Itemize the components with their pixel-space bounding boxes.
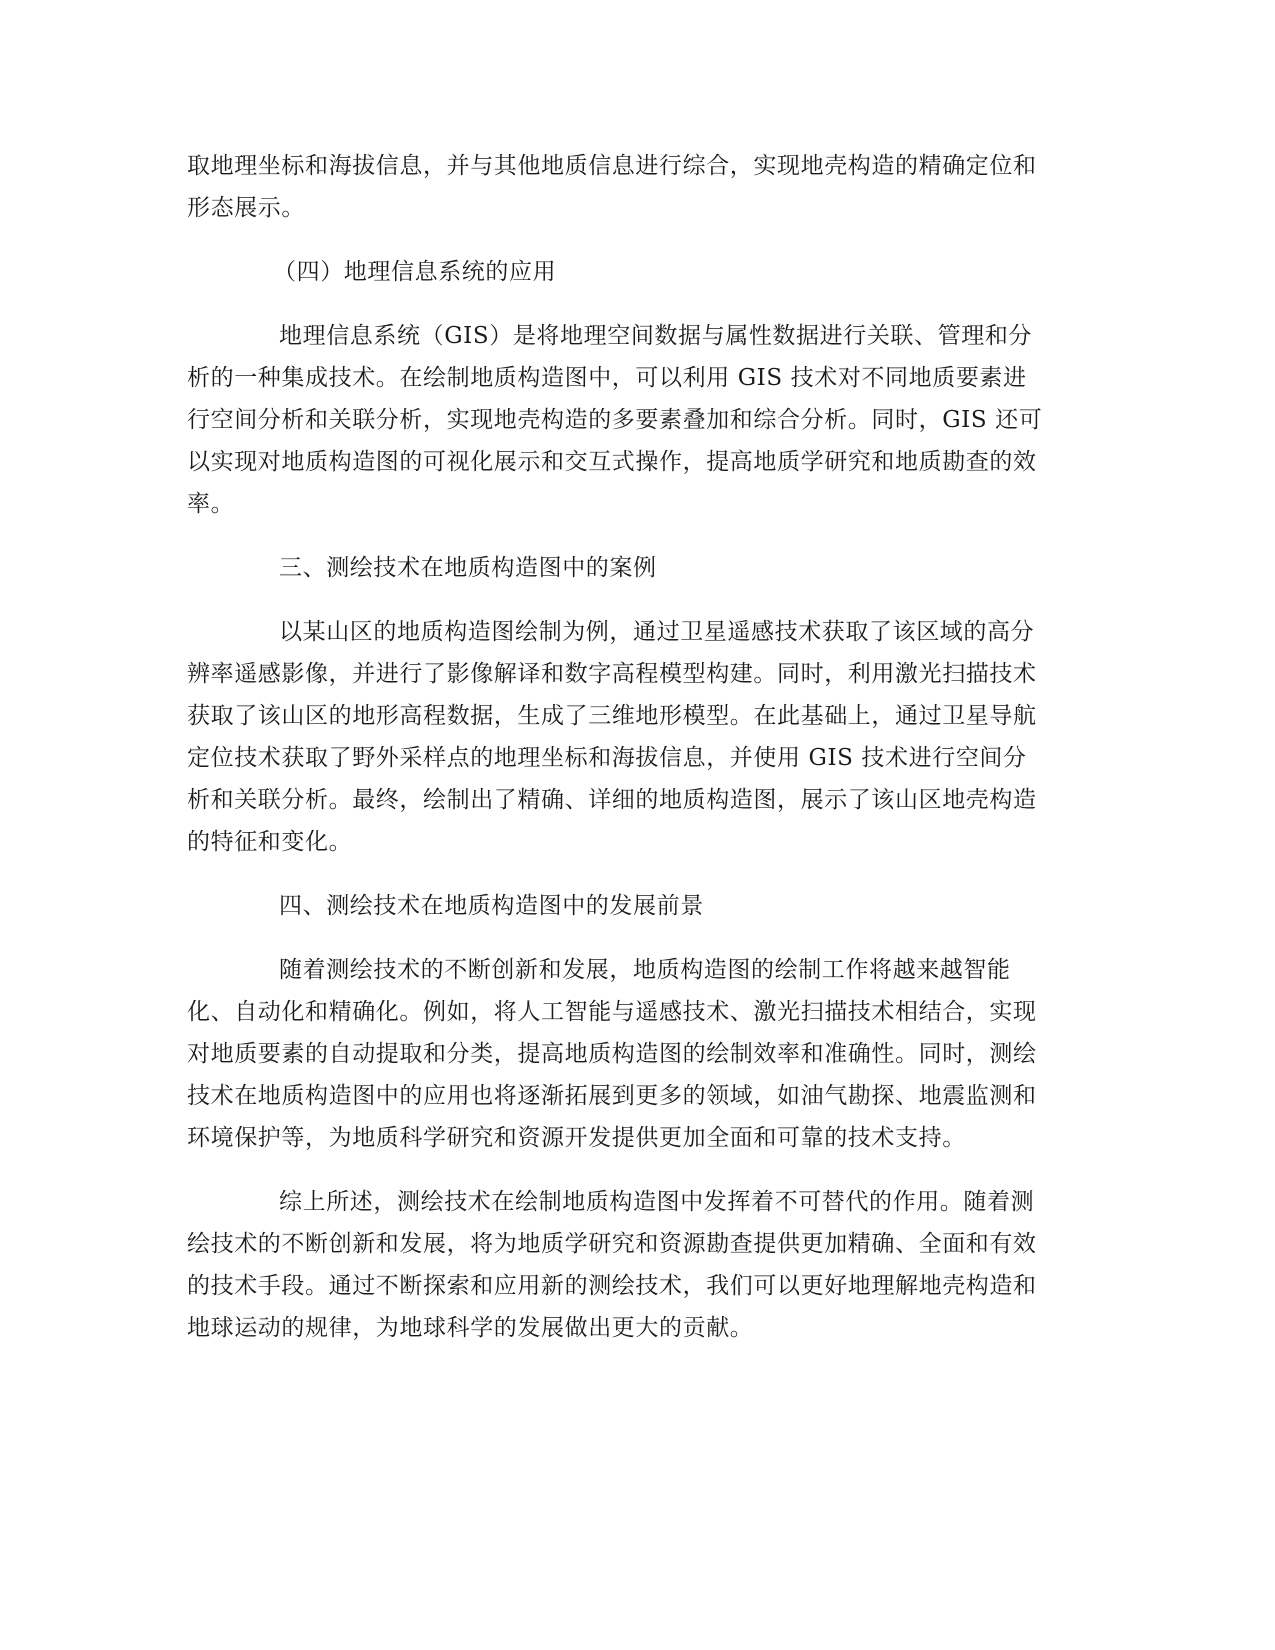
heading-text: 四、测绘技术在地质构造图中的发展前景 bbox=[279, 893, 704, 919]
paragraph-conclusion bbox=[187, 1181, 1085, 1349]
text-line: 以某山区的地质构造图绘制为例，通过卫星遥感技术获取了该区域的高分 bbox=[279, 619, 1035, 645]
text-line: 行空间分析和关联分析，实现地壳构造的多要素叠加和综合分析。同时，GIS 还可 bbox=[187, 407, 1043, 433]
paragraph-gap bbox=[187, 863, 1085, 885]
text-line: 化、自动化和精确化。例如，将人工智能与遥感技术、激光扫描技术相结合，实现 bbox=[187, 999, 1037, 1025]
paragraph-prospects bbox=[187, 949, 1085, 1159]
text-line: 技术在地质构造图中的应用也将逐渐拓展到更多的领域，如油气勘探、地震监测和 bbox=[187, 1083, 1037, 1109]
paragraph-gap bbox=[187, 1159, 1085, 1181]
text-line: 率。 bbox=[187, 491, 235, 517]
text-line: 随着测绘技术的不断创新和发展，地质构造图的绘制工作将越来越智能 bbox=[279, 957, 1011, 983]
paragraph-gap bbox=[187, 293, 1085, 315]
text-line: 析和关联分析。最终，绘制出了精确、详细的地质构造图，展示了该山区地壳构造 bbox=[187, 787, 1037, 813]
text-line: 地球运动的规律，为地球科学的发展做出更大的贡献。 bbox=[187, 1315, 754, 1341]
heading-text: 三、测绘技术在地质构造图中的案例 bbox=[279, 555, 657, 581]
text-line: 获取了该山区的地形高程数据，生成了三维地形模型。在此基础上，通过卫星导航 bbox=[187, 703, 1037, 729]
text-line: 形态展示。 bbox=[187, 195, 305, 221]
text-line: 地理信息系统（GIS）是将地理空间数据与属性数据进行关联、管理和分 bbox=[279, 323, 1033, 349]
paragraph-gap bbox=[187, 525, 1085, 547]
heading-text: （四）地理信息系统的应用 bbox=[273, 259, 557, 285]
paragraph-gap bbox=[187, 589, 1085, 611]
text-line: 定位技术获取了野外采样点的地理坐标和海拔信息，并使用 GIS 技术进行空间分 bbox=[187, 745, 1027, 771]
text-line: 辨率遥感影像，并进行了影像解译和数字高程模型构建。同时，利用激光扫描技术 bbox=[187, 661, 1037, 687]
text-line: 取地理坐标和海拔信息，并与其他地质信息进行综合，实现地壳构造的精确定位和 bbox=[187, 153, 1037, 179]
paragraph-case bbox=[187, 611, 1085, 863]
text-line: 环境保护等，为地质科学研究和资源开发提供更加全面和可靠的技术支持。 bbox=[187, 1125, 966, 1151]
paragraph-gis bbox=[187, 315, 1085, 525]
text-line: 的特征和变化。 bbox=[187, 829, 353, 855]
paragraph-continuation bbox=[187, 145, 1085, 229]
text-line: 综上所述，测绘技术在绘制地质构造图中发挥着不可替代的作用。随着测 bbox=[279, 1189, 1035, 1215]
text-line: 的技术手段。通过不断探索和应用新的测绘技术，我们可以更好地理解地壳构造和 bbox=[187, 1273, 1037, 1299]
text-line: 析的一种集成技术。在绘制地质构造图中，可以利用 GIS 技术对不同地质要素进 bbox=[187, 365, 1027, 391]
paragraph-gap bbox=[187, 927, 1085, 949]
text-line: 以实现对地质构造图的可视化展示和交互式操作，提高地质学研究和地质勘查的效 bbox=[187, 449, 1037, 475]
text-line: 对地质要素的自动提取和分类，提高地质构造图的绘制效率和准确性。同时，测绘 bbox=[187, 1041, 1037, 1067]
text-line: 绘技术的不断创新和发展，将为地质学研究和资源勘查提供更加精确、全面和有效 bbox=[187, 1231, 1037, 1257]
section-heading-prospects bbox=[187, 885, 1085, 927]
paragraph-gap bbox=[187, 229, 1085, 251]
section-heading-gis bbox=[187, 251, 1085, 293]
section-heading-case bbox=[187, 547, 1085, 589]
document-body bbox=[187, 145, 1085, 1349]
